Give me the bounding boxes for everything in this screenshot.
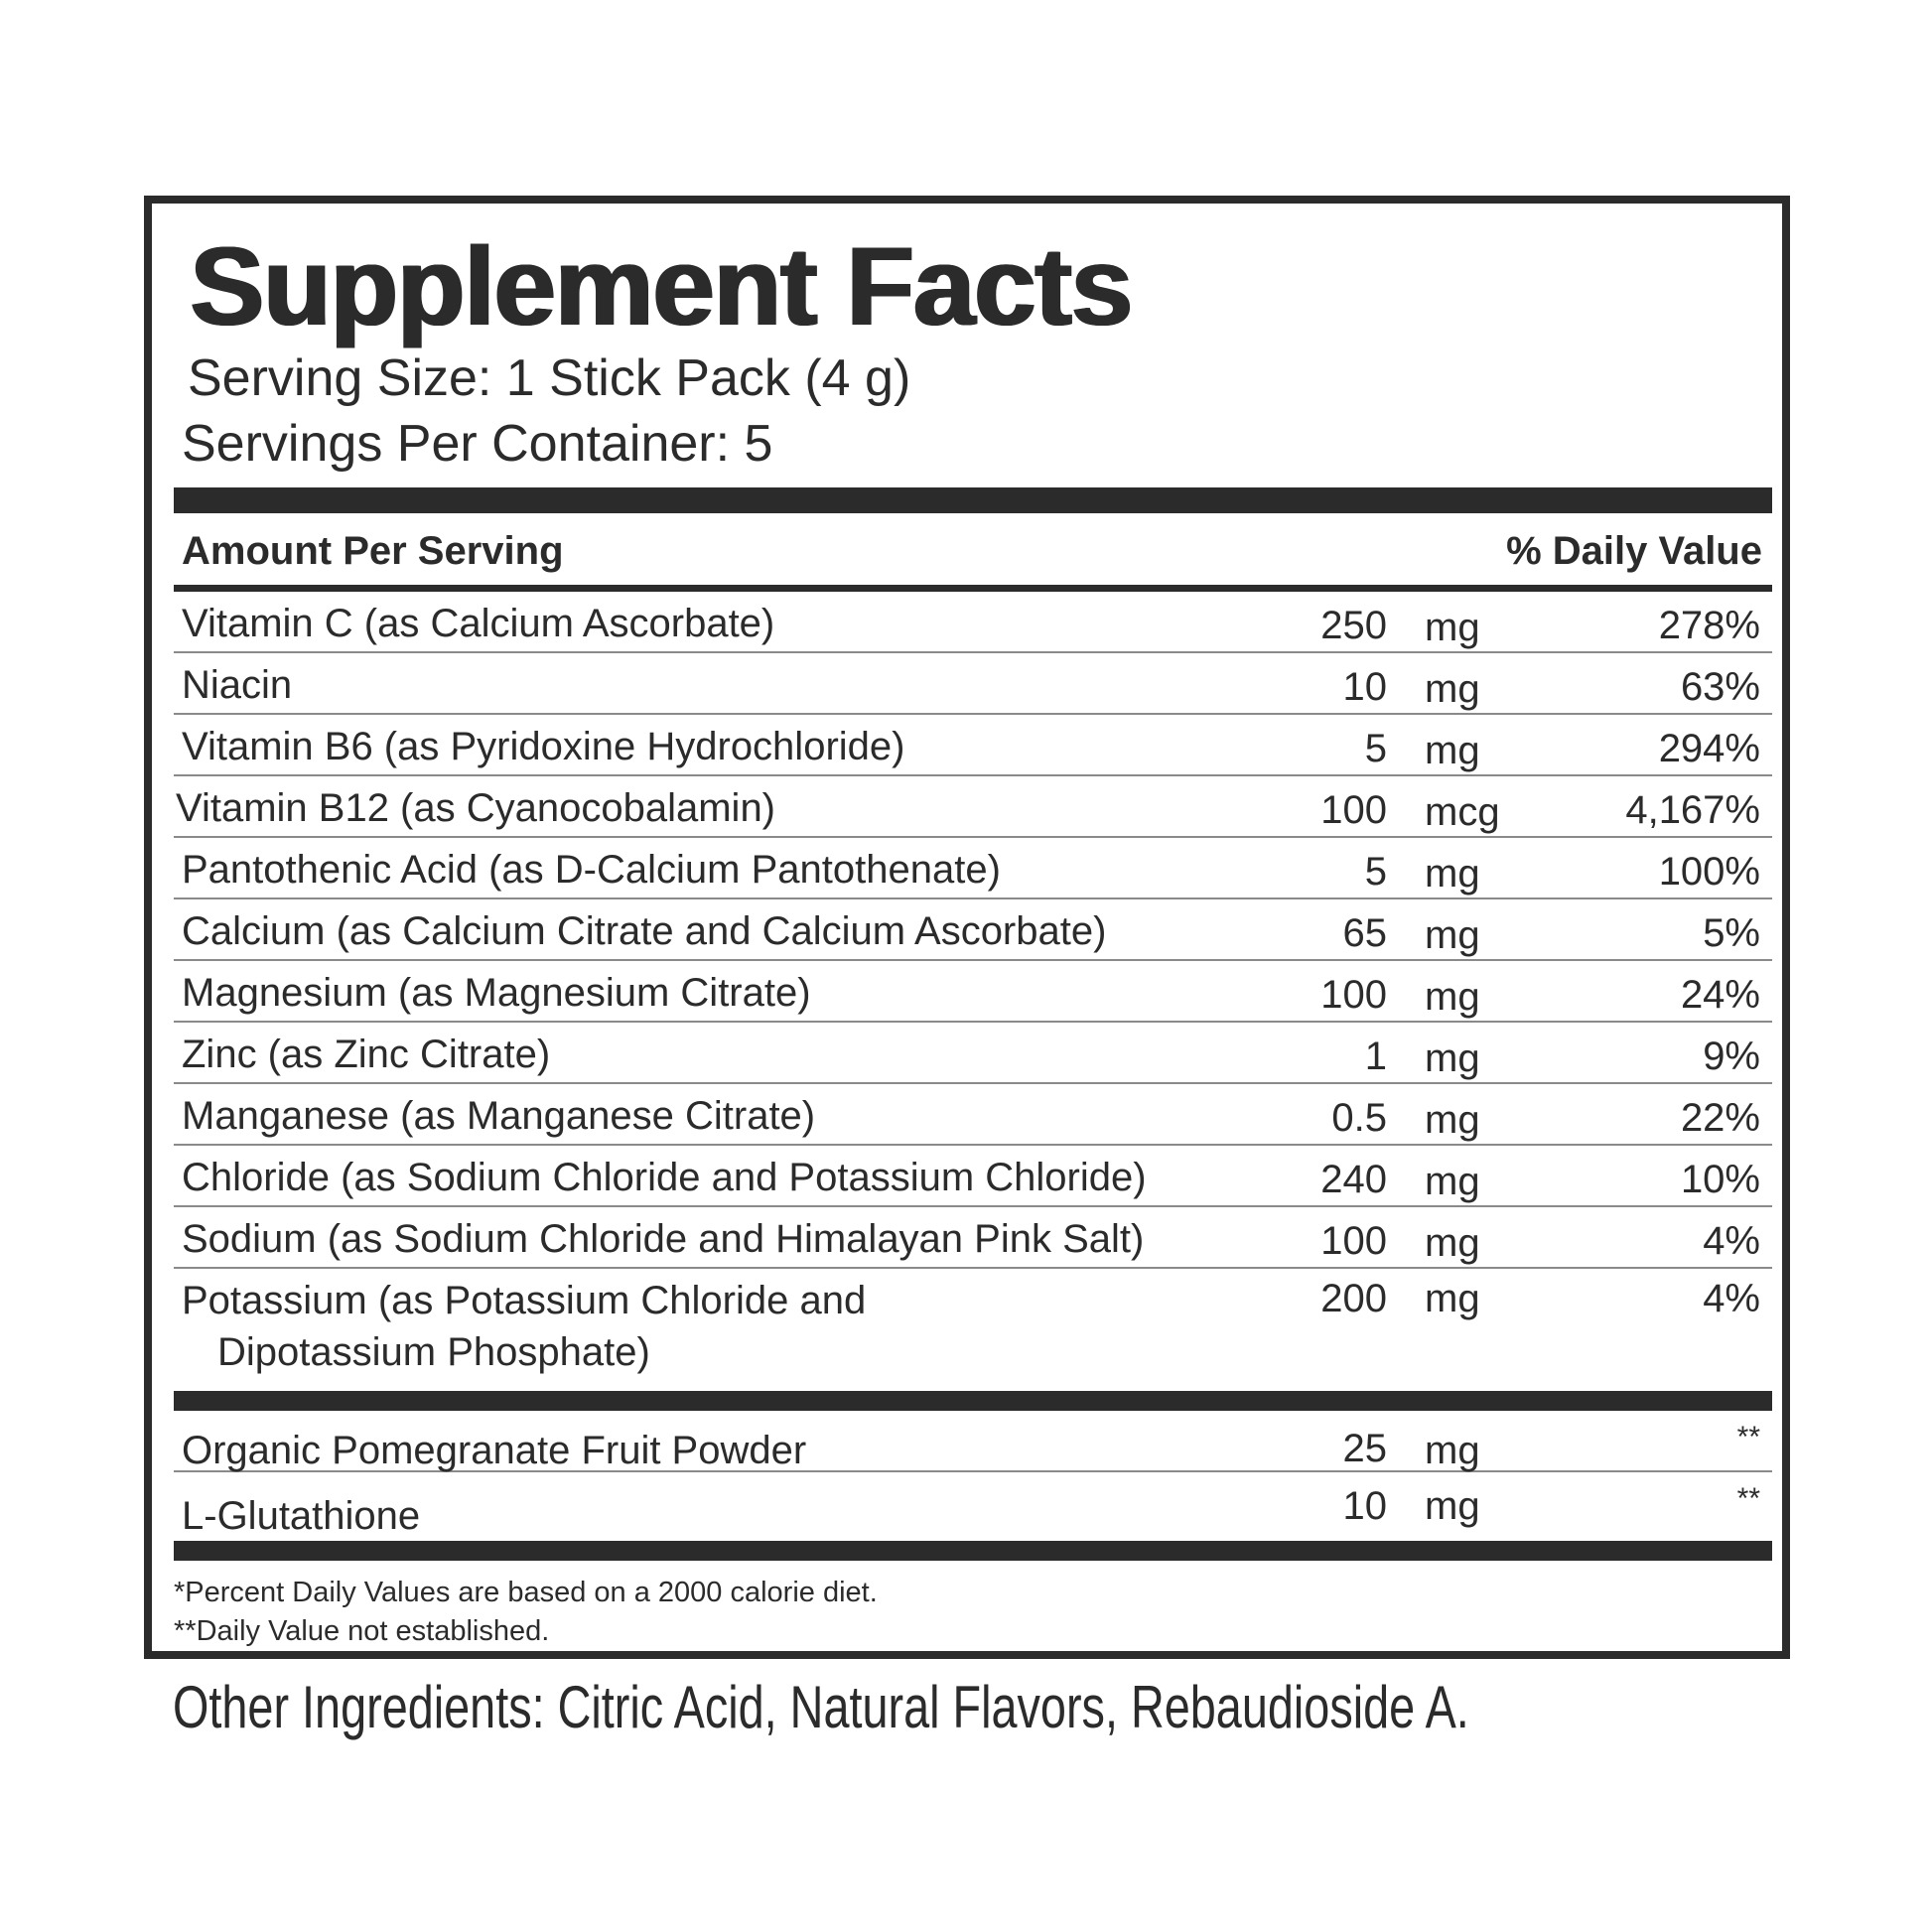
divider-thick [174,487,1772,513]
active-row [174,1472,1772,1538]
nutrient-daily-value: 4,167% [1625,788,1760,832]
nutrient-row [174,1146,1772,1207]
nutrient-unit: mg [1425,852,1480,896]
nutrient-name: Vitamin B12 (as Cyanocobalamin) [176,786,776,830]
nutrient-amount: 0.5 [1331,1096,1387,1140]
nutrient-unit: mg [1425,1160,1480,1203]
nutrient-row [174,961,1772,1023]
nutrient-amount: 65 [1342,911,1387,955]
nutrient-name: Niacin [182,663,293,707]
nutrient-daily-value: 294% [1658,727,1760,770]
nutrient-row [174,653,1772,715]
nutrient-daily-value: 63% [1680,665,1760,709]
nutrient-daily-value: 10% [1680,1158,1760,1201]
nutrient-amount: 5 [1364,850,1387,894]
nutrient-row [174,592,1772,653]
nutrient-daily-value: 5% [1703,911,1760,955]
nutrient-name: Sodium (as Sodium Chloride and Himalayan Pink Salt) [182,1217,1145,1261]
nutrient-daily-value: 278% [1658,604,1760,647]
nutrient-unit: mg [1425,667,1480,711]
nutrient-daily-value: 100% [1658,850,1760,894]
nutrient-name-continued: Dipotassium Phosphate) [217,1330,650,1374]
nutrient-unit: mg [1425,1036,1480,1080]
nutrient-amount: 240 [1320,1158,1387,1201]
footnote-percent-dv: *Percent Daily Values are based on a 2000 calorie diet. [174,1577,878,1608]
nutrient-daily-value: 4% [1703,1219,1760,1263]
nutrient-amount: 100 [1320,1219,1387,1263]
nutrient-amount: 100 [1320,788,1387,832]
active-daily-value: ** [1736,1421,1760,1453]
nutrient-amount: 100 [1320,973,1387,1017]
nutrient-unit: mg [1425,913,1480,957]
label-title: Supplement Facts [190,224,1132,348]
nutrient-name: Vitamin B6 (as Pyridoxine Hydrochloride) [182,725,905,768]
nutrient-row [174,1269,1772,1374]
nutrient-name: Chloride (as Sodium Chloride and Potassium Chloride) [182,1156,1147,1199]
nutrient-unit: mg [1425,729,1480,772]
nutrient-unit: mg [1425,606,1480,649]
nutrient-amount: 5 [1364,727,1387,770]
active-daily-value: ** [1736,1482,1760,1515]
nutrient-row [174,1084,1772,1146]
active-name: L-Glutathione [182,1494,421,1538]
nutrient-name: Vitamin C (as Calcium Ascorbate) [182,602,775,645]
nutrient-unit: mg [1425,975,1480,1019]
nutrient-list [174,592,1772,1374]
servings-per-container: Servings Per Container: 5 [182,415,773,473]
nutrient-daily-value: 4% [1703,1277,1760,1320]
nutrient-row [174,899,1772,961]
active-amount: 25 [1342,1427,1387,1470]
nutrient-row [174,715,1772,776]
nutrient-row [174,1207,1772,1269]
active-unit: mg [1425,1429,1480,1472]
supplement-facts-panel [144,196,1790,1659]
nutrient-name: Pantothenic Acid (as D-Calcium Pantothenate) [182,848,1001,892]
other-ingredients: Other Ingredients: Citric Acid, Natural Flavors, Rebaudioside A. [173,1674,1469,1740]
nutrient-amount: 200 [1320,1277,1387,1320]
active-row [174,1411,1772,1472]
nutrient-name: Calcium (as Calcium Citrate and Calcium Ascorbate) [182,909,1107,953]
nutrient-row [174,838,1772,899]
header-daily-value: % Daily Value [1506,529,1762,573]
nutrient-row [174,776,1772,838]
nutrient-row [174,1023,1772,1084]
footnote-dv-not-established: **Daily Value not established. [174,1615,550,1647]
other-actives-list [174,1411,1772,1538]
header-amount-per-serving: Amount Per Serving [182,529,564,573]
divider-thick [174,1391,1772,1411]
nutrient-unit: mg [1425,1221,1480,1265]
nutrient-unit: mg [1425,1098,1480,1142]
nutrient-name: Potassium (as Potassium Chloride and [182,1279,867,1322]
nutrient-name: Zinc (as Zinc Citrate) [182,1033,551,1076]
divider-thick [174,1541,1772,1561]
nutrient-name: Magnesium (as Magnesium Citrate) [182,971,811,1015]
nutrient-amount: 1 [1364,1035,1387,1078]
nutrient-name: Manganese (as Manganese Citrate) [182,1094,816,1138]
active-amount: 10 [1342,1484,1387,1528]
active-name: Organic Pomegranate Fruit Powder [182,1429,807,1472]
divider-medium [174,585,1772,592]
serving-size: Serving Size: 1 Stick Pack (4 g) [188,349,911,407]
nutrient-amount: 250 [1320,604,1387,647]
nutrient-daily-value: 24% [1680,973,1760,1017]
nutrient-daily-value: 9% [1703,1035,1760,1078]
active-unit: mg [1425,1484,1480,1528]
nutrient-daily-value: 22% [1680,1096,1760,1140]
nutrient-unit: mcg [1425,790,1500,834]
nutrient-unit: mg [1425,1277,1480,1320]
nutrient-amount: 10 [1342,665,1387,709]
